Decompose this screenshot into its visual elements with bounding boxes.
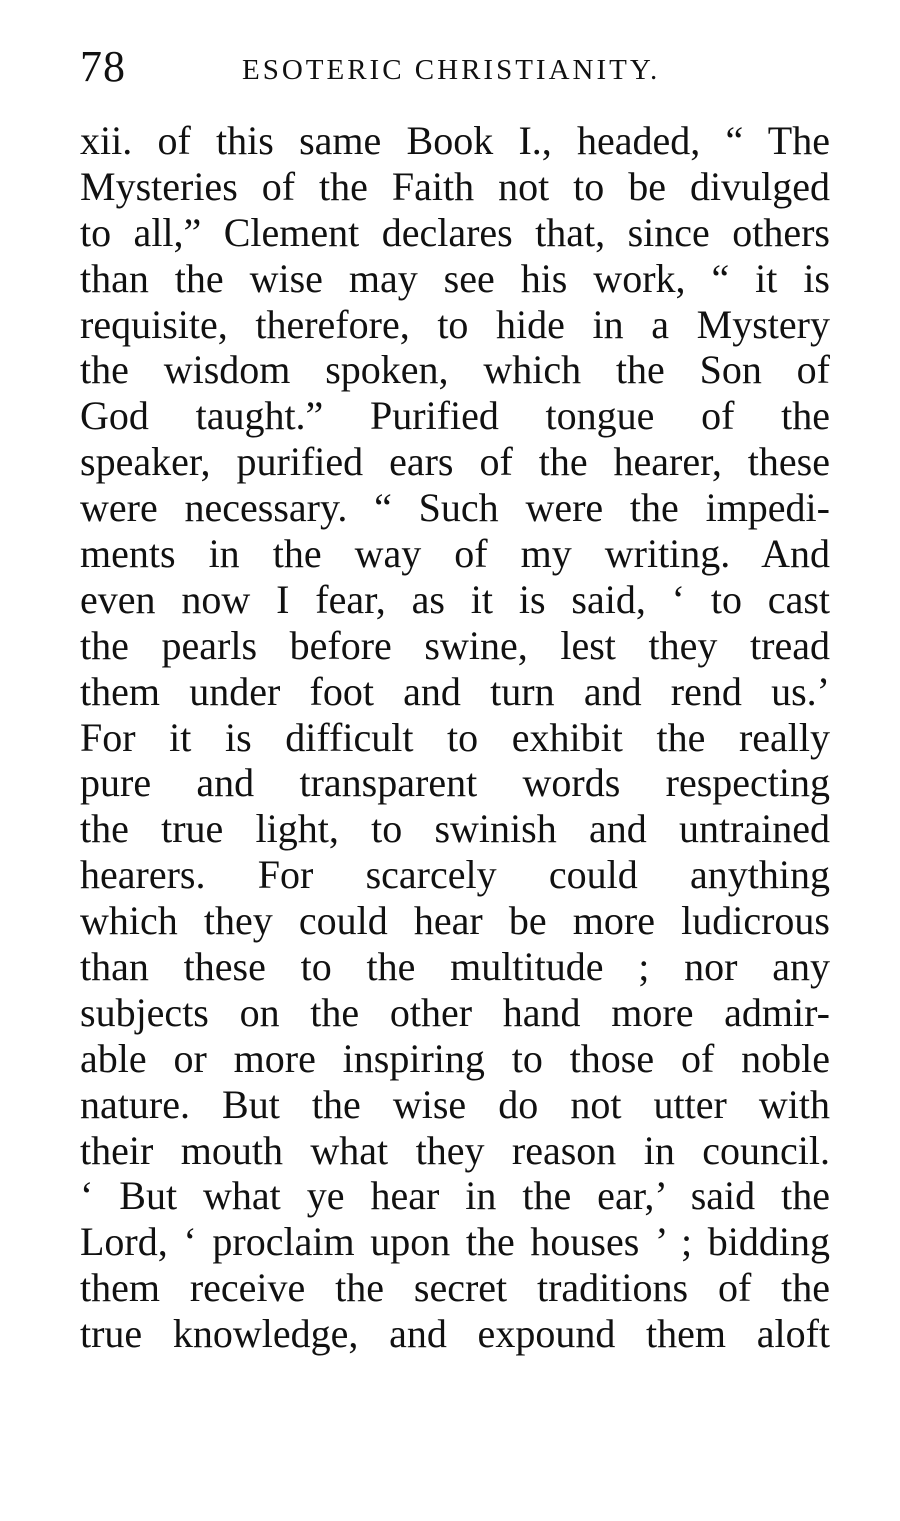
text-line: than the wise may see his work, “ it is [80, 255, 830, 301]
text-line: true knowledge, and expound them aloft [80, 1311, 830, 1357]
running-head [80, 42, 840, 92]
text-line: For it is difficult to exhibit the really [80, 714, 830, 760]
text-line: God taught.” Purified tongue of the [80, 393, 830, 439]
text-line: the pearls before swine, lest they tread [80, 622, 830, 668]
text-line: to all,” Clement declares that, since others [80, 209, 830, 255]
text-line: which they could hear be more ludicrous [80, 898, 830, 944]
text-line: hearers. For scarcely could anything [80, 852, 830, 898]
text-line: than these to the multitude ; nor any [80, 944, 830, 990]
text-line: were necessary. “ Such were the impedi- [80, 485, 830, 531]
text-line: the wisdom spoken, which the Son of [80, 347, 830, 393]
text-line: able or more inspiring to those of noble [80, 1035, 830, 1081]
text-line: xii. of this same Book I., headed, “ The [80, 118, 830, 163]
text-line: them receive the secret traditions of the [80, 1265, 830, 1311]
text-line: requisite, therefore, to hide in a Mystery [80, 301, 830, 347]
text-line: speaker, purified ears of the hearer, these [80, 439, 830, 485]
text-line: the true light, to swinish and untrained [80, 806, 830, 852]
text-line: even now I fear, as it is said, ‘ to cast [80, 576, 830, 622]
running-title: ESOTERIC CHRISTIANITY. [242, 54, 661, 86]
text-line: pure and transparent words respecting [80, 760, 830, 806]
text-line: Mysteries of the Faith not to be divulged [80, 163, 830, 209]
text-line: them under foot and turn and rend us.’ [80, 668, 830, 714]
text-line: subjects on the other hand more admir- [80, 989, 830, 1035]
body-text [80, 118, 830, 1357]
text-line: ments in the way of my writing. And [80, 531, 830, 577]
text-line: Lord, ‘ proclaim upon the houses ’ ; bidding [80, 1219, 830, 1265]
text-line: their mouth what they reason in council. [80, 1127, 830, 1173]
text-line: nature. But the wise do not utter with [80, 1081, 830, 1127]
page-number: 78 [80, 42, 126, 91]
text-line: ‘ But what ye hear in the ear,’ said the [80, 1173, 830, 1219]
